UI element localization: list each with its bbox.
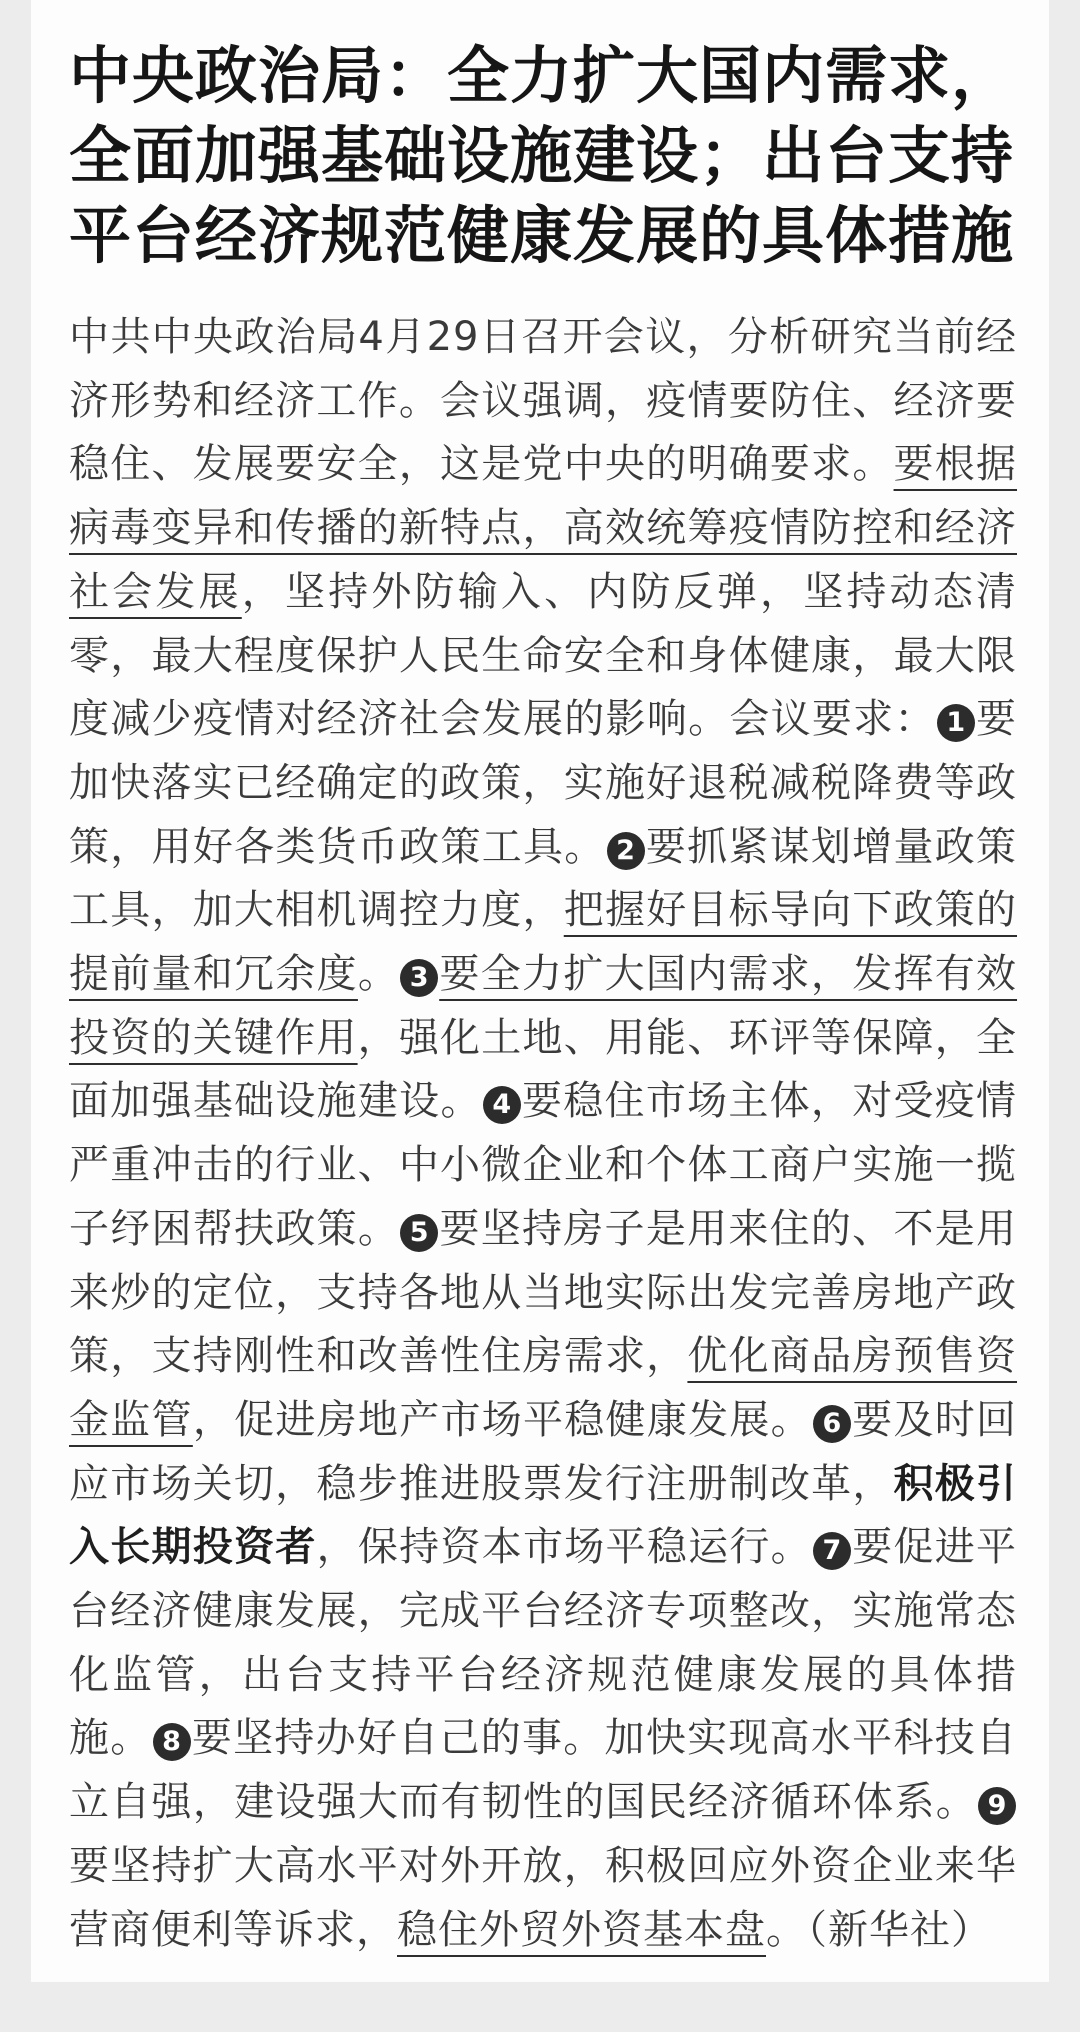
bold-phrase: 积极引入长期投资者 — [69, 1460, 1018, 1571]
body-text-segment: 要及时回应市场关切，稳步推进股票发行注册制改革， — [69, 1396, 1018, 1507]
body-text-segment: ，强化土地、用能、环评等保障，全面加强基础设施建设。 — [69, 1014, 1018, 1125]
body-text-segment: 。（新华社） — [766, 1906, 992, 1953]
underlined-phrase: 把握好目标导向下政策的提前量和冗余度 — [69, 887, 1018, 998]
circled-number-1: 1 — [937, 704, 975, 742]
circled-number-3: 3 — [400, 959, 438, 997]
body-text-segment: ，保持资本市场平稳运行。 — [316, 1524, 812, 1571]
body-text-segment: 要促进平台经济健康发展，完成平台经济专项整改，实施常态化监管，出台支持平台经济规范健康发展的具体措施。 — [69, 1524, 1018, 1762]
body-text-segment: 要抓紧谋划增量政策工具，加大相机调控力度， — [69, 823, 1018, 934]
circled-number-2: 2 — [607, 832, 645, 870]
body-text-segment: 要坚持扩大高水平对外开放，积极回应外资企业来华营商便利等诉求， — [69, 1842, 1017, 1953]
circled-number-8: 8 — [153, 1723, 191, 1761]
body-text-segment: 中共中央政治局4月29日召开会议，分析研究当前经济形势和经济工作。会议强调，疫情要防住、经济要稳住、发展要安全，这是党中央的明确要求。 — [69, 314, 1017, 488]
underlined-phrase: 要全力扩大国内需求，发挥有效投资的关键作用 — [69, 951, 1018, 1061]
circled-number-4: 4 — [483, 1086, 521, 1124]
body-text-segment: 要坚持房子是用来住的、不是用来炒的定位，支持各地从当地实际出发完善房地产政策，支持刚性和改善性住房需求， — [69, 1205, 1018, 1380]
circled-number-7: 7 — [813, 1532, 851, 1570]
underlined-phrase: 要根据病毒变异和传播的新特点，高效统筹疫情防控和经济社会发展 — [69, 441, 1018, 615]
circled-number-9: 9 — [978, 1787, 1016, 1825]
underlined-phrase: 优化商品房预售资金监管 — [69, 1333, 1018, 1443]
body-text-segment: 要坚持办好自己的事。加快实现高水平科技自立自强，建设强大而有韧性的国民经济循环体系。 — [69, 1715, 1018, 1826]
body-text-segment: 要加快落实已经确定的政策，实施好退税减税降费等政策，用好各类货币政策工具。 — [69, 696, 1018, 870]
circled-number-6: 6 — [813, 1405, 851, 1443]
body-text-segment: 要稳住市场主体，对受疫情严重冲击的行业、中小微企业和个体工商户实施一揽子纾困帮扶政策。 — [69, 1078, 1018, 1252]
underlined-phrase: 稳住外贸外资基本盘 — [397, 1906, 766, 1953]
circled-number-5: 5 — [400, 1214, 438, 1252]
body-text-segment: ，坚持外防输入、内防反弹，坚持动态清零，最大程度保护人民生命安全和身体健康，最大限度减少疫情对经济社会发展的影响。会议要求： — [69, 568, 1018, 743]
body-text-segment: 。 — [357, 951, 400, 998]
article-headline: 中央政治局：全力扩大国内需求，全面加强基础设施建设；出台支持平台经济规范健康发展的具体措施 — [69, 39, 1015, 272]
article-body — [69, 306, 1017, 1962]
body-text-segment: ，促进房地产市场平稳健康发展。 — [192, 1396, 812, 1443]
